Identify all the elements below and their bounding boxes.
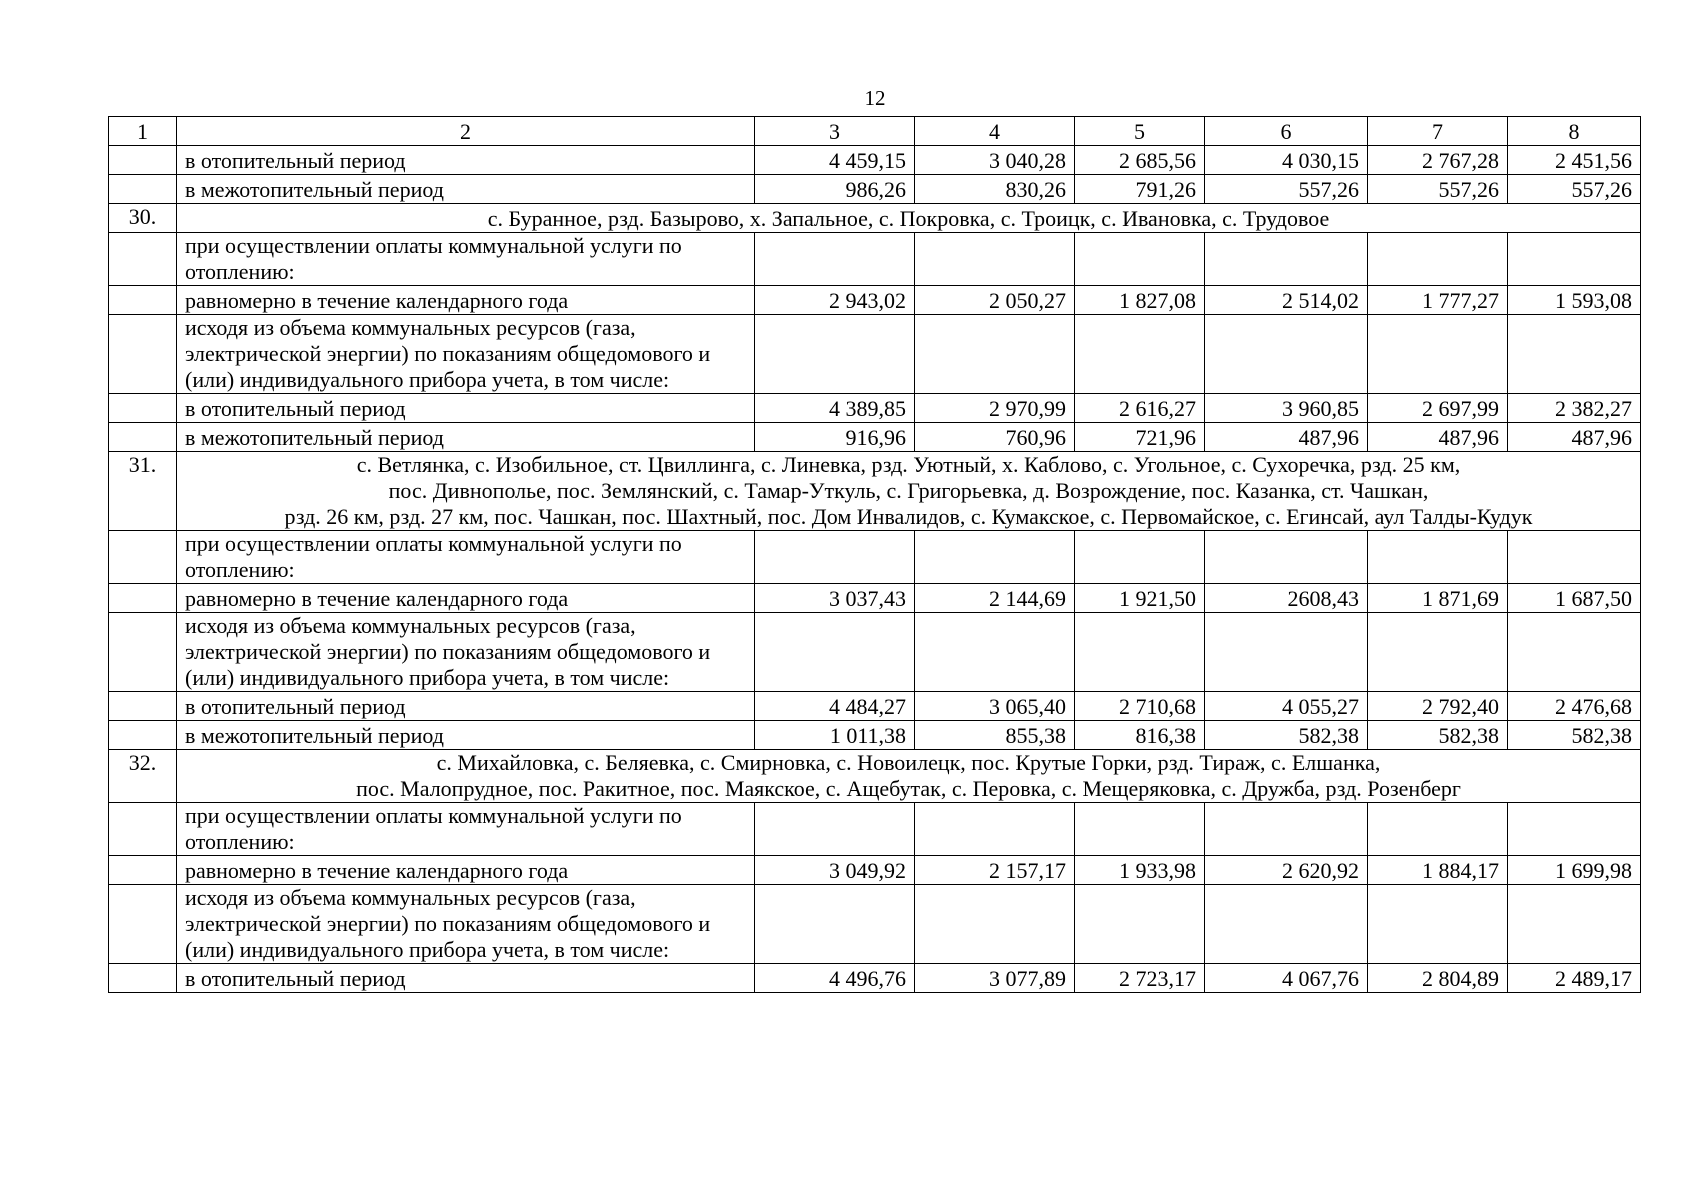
value-cell [1205, 315, 1368, 394]
value-cell [755, 233, 915, 286]
settlement-list-cell [177, 204, 1641, 233]
tariff-row [109, 175, 1641, 204]
tariff-row [109, 964, 1641, 993]
row-index-cell: 30. [109, 204, 177, 233]
description-cell: исходя из объема коммунальных ресурсов (газа, электрической энергии) по показаниям общедомового и (или) индивидуального прибора учета, в том числе: [177, 315, 755, 394]
settlement-list-cell [177, 750, 1641, 803]
value-cell: 1 593,08 [1508, 286, 1641, 315]
value-cell: 3 065,40 [915, 692, 1075, 721]
value-cell: 3 960,85 [1205, 394, 1368, 423]
value-cell: 2 476,68 [1508, 692, 1641, 721]
header-cell: 7 [1368, 117, 1508, 146]
value-cell: 791,26 [1075, 175, 1205, 204]
description-row [109, 531, 1641, 584]
value-cell: 3 077,89 [915, 964, 1075, 993]
value-cell: 487,96 [1368, 423, 1508, 452]
value-cell [1075, 885, 1205, 964]
description-cell: при осуществлении оплаты коммунальной услуги по отоплению: [177, 233, 755, 286]
description-row [109, 613, 1641, 692]
value-cell: 487,96 [1508, 423, 1641, 452]
value-cell: 4 067,76 [1205, 964, 1368, 993]
value-cell: 4 484,27 [755, 692, 915, 721]
value-cell: 582,38 [1205, 721, 1368, 750]
description-cell: в отопительный период [177, 964, 755, 993]
value-cell [1075, 315, 1205, 394]
description-cell: в межотопительный период [177, 175, 755, 204]
row-index-cell: 31. [109, 452, 177, 531]
value-cell: 2 710,68 [1075, 692, 1205, 721]
description-cell: равномерно в течение календарного года [177, 286, 755, 315]
value-cell: 721,96 [1075, 423, 1205, 452]
value-cell: 4 055,27 [1205, 692, 1368, 721]
value-cell: 4 496,76 [755, 964, 915, 993]
value-cell: 4 389,85 [755, 394, 915, 423]
value-cell [1075, 233, 1205, 286]
value-cell: 2 970,99 [915, 394, 1075, 423]
value-cell: 986,26 [755, 175, 915, 204]
value-cell: 3 040,28 [915, 146, 1075, 175]
tariff-row [109, 856, 1641, 885]
row-index-cell [109, 233, 177, 286]
value-cell: 4 030,15 [1205, 146, 1368, 175]
page-number: 12 [864, 86, 886, 110]
description-row [109, 885, 1641, 964]
tariff-row [109, 692, 1641, 721]
value-cell [1368, 613, 1508, 692]
row-index-cell [109, 964, 177, 993]
value-cell: 1 827,08 [1075, 286, 1205, 315]
description-cell: равномерно в течение календарного года [177, 856, 755, 885]
value-cell [1205, 233, 1368, 286]
row-index-cell [109, 721, 177, 750]
value-cell: 2608,43 [1205, 584, 1368, 613]
value-cell: 760,96 [915, 423, 1075, 452]
value-cell [1205, 613, 1368, 692]
description-cell: в межотопительный период [177, 423, 755, 452]
row-index-cell [109, 803, 177, 856]
header-cell: 3 [755, 117, 915, 146]
value-cell [915, 885, 1075, 964]
row-index-cell [109, 885, 177, 964]
value-cell [1075, 613, 1205, 692]
value-cell [1368, 803, 1508, 856]
settlement-list-cell [177, 452, 1641, 531]
value-cell [1368, 315, 1508, 394]
value-cell: 2 792,40 [1368, 692, 1508, 721]
value-cell: 3 049,92 [755, 856, 915, 885]
value-cell [1205, 885, 1368, 964]
value-cell [915, 233, 1075, 286]
tariff-row [109, 146, 1641, 175]
value-cell [755, 613, 915, 692]
row-index-cell [109, 394, 177, 423]
description-row [109, 803, 1641, 856]
settlement-line: рзд. 26 км, рзд. 27 км, пос. Чашкан, пос. Шахтный, пос. Дом Инвалидов, с. Кумакское, с. Первомайское, с. Егинсай, аул Талды-Кудук [284, 504, 1533, 529]
value-cell [1368, 885, 1508, 964]
header-row [109, 117, 1641, 146]
tariff-row [109, 286, 1641, 315]
row-index-cell [109, 531, 177, 584]
value-cell [1205, 803, 1368, 856]
value-cell: 2 943,02 [755, 286, 915, 315]
value-cell [1075, 803, 1205, 856]
settlement-line: с. Буранное, рзд. Базырово, х. Запальное, с. Покровка, с. Троицк, с. Ивановка, с. Трудовое [487, 206, 1330, 231]
value-cell: 2 451,56 [1508, 146, 1641, 175]
tariff-row [109, 394, 1641, 423]
value-cell [915, 613, 1075, 692]
settlement-row [109, 750, 1641, 803]
row-index-cell [109, 175, 177, 204]
value-cell: 816,38 [1075, 721, 1205, 750]
value-cell [1508, 315, 1641, 394]
value-cell: 1 687,50 [1508, 584, 1641, 613]
value-cell: 557,26 [1508, 175, 1641, 204]
value-cell: 855,38 [915, 721, 1075, 750]
row-index-cell [109, 423, 177, 452]
value-cell: 582,38 [1508, 721, 1641, 750]
value-cell [755, 803, 915, 856]
tariff-table-body [109, 117, 1641, 993]
header-cell: 6 [1205, 117, 1368, 146]
value-cell [1368, 531, 1508, 584]
value-cell [755, 315, 915, 394]
description-cell: при осуществлении оплаты коммунальной услуги по отоплению: [177, 803, 755, 856]
value-cell: 582,38 [1368, 721, 1508, 750]
value-cell: 2 050,27 [915, 286, 1075, 315]
value-cell: 1 777,27 [1368, 286, 1508, 315]
description-cell: в отопительный период [177, 692, 755, 721]
value-cell: 1 699,98 [1508, 856, 1641, 885]
value-cell: 1 921,50 [1075, 584, 1205, 613]
value-cell [1508, 885, 1641, 964]
value-cell: 557,26 [1368, 175, 1508, 204]
row-index-cell: 32. [109, 750, 177, 803]
tariff-table [108, 116, 1641, 993]
description-row [109, 315, 1641, 394]
description-cell: при осуществлении оплаты коммунальной услуги по отоплению: [177, 531, 755, 584]
value-cell: 2 767,28 [1368, 146, 1508, 175]
value-cell: 557,26 [1205, 175, 1368, 204]
value-cell [1508, 233, 1641, 286]
value-cell [1508, 531, 1641, 584]
value-cell: 3 037,43 [755, 584, 915, 613]
value-cell [755, 885, 915, 964]
value-cell: 1 871,69 [1368, 584, 1508, 613]
header-cell: 8 [1508, 117, 1641, 146]
header-cell: 2 [177, 117, 755, 146]
value-cell: 1 933,98 [1075, 856, 1205, 885]
value-cell: 2 144,69 [915, 584, 1075, 613]
value-cell [1368, 233, 1508, 286]
value-cell [755, 531, 915, 584]
tariff-row [109, 584, 1641, 613]
row-index-cell [109, 146, 177, 175]
value-cell: 2 723,17 [1075, 964, 1205, 993]
settlement-row [109, 452, 1641, 531]
value-cell [1205, 531, 1368, 584]
value-cell: 2 697,99 [1368, 394, 1508, 423]
value-cell: 2 514,02 [1205, 286, 1368, 315]
row-index-cell [109, 286, 177, 315]
settlement-line: пос. Дивнополье, пос. Землянский, с. Тамар-Уткуль, с. Григорьевка, д. Возрождение, пос. Казанка, ст. Чашкан, [388, 478, 1429, 503]
value-cell: 4 459,15 [755, 146, 915, 175]
value-cell: 2 489,17 [1508, 964, 1641, 993]
value-cell [915, 315, 1075, 394]
settlement-row [109, 204, 1641, 233]
description-cell: равномерно в течение календарного года [177, 584, 755, 613]
description-cell: исходя из объема коммунальных ресурсов (газа, электрической энергии) по показаниям общедомового и (или) индивидуального прибора учета, в том числе: [177, 613, 755, 692]
header-cell: 5 [1075, 117, 1205, 146]
description-cell: в отопительный период [177, 146, 755, 175]
value-cell: 2 616,27 [1075, 394, 1205, 423]
tariff-row [109, 721, 1641, 750]
row-index-cell [109, 315, 177, 394]
settlement-line: с. Ветлянка, с. Изобильное, ст. Цвиллинга, с. Линевка, рзд. Уютный, х. Каблово, с. Угольное, с. Сухоречка, рзд. 25 км, [356, 452, 1461, 477]
row-index-cell [109, 584, 177, 613]
description-cell: в отопительный период [177, 394, 755, 423]
value-cell: 1 884,17 [1368, 856, 1508, 885]
value-cell: 2 685,56 [1075, 146, 1205, 175]
row-index-cell [109, 692, 177, 721]
description-cell: в межотопительный период [177, 721, 755, 750]
value-cell: 2 804,89 [1368, 964, 1508, 993]
value-cell: 916,96 [755, 423, 915, 452]
description-row [109, 233, 1641, 286]
value-cell: 1 011,38 [755, 721, 915, 750]
value-cell [1075, 531, 1205, 584]
header-cell: 4 [915, 117, 1075, 146]
description-cell: исходя из объема коммунальных ресурсов (газа, электрической энергии) по показаниям общедомового и (или) индивидуального прибора учета, в том числе: [177, 885, 755, 964]
header-cell: 1 [109, 117, 177, 146]
value-cell: 2 157,17 [915, 856, 1075, 885]
value-cell [915, 803, 1075, 856]
value-cell [1508, 803, 1641, 856]
value-cell [1508, 613, 1641, 692]
row-index-cell [109, 613, 177, 692]
value-cell: 830,26 [915, 175, 1075, 204]
value-cell [915, 531, 1075, 584]
value-cell: 2 620,92 [1205, 856, 1368, 885]
settlement-line: пос. Малопрудное, пос. Ракитное, пос. Маякское, с. Ащебутак, с. Перовка, с. Мещеряковка, с. Дружба, рзд. Розенберг [356, 776, 1461, 801]
row-index-cell [109, 856, 177, 885]
tariff-row [109, 423, 1641, 452]
value-cell: 2 382,27 [1508, 394, 1641, 423]
settlement-line: с. Михайловка, с. Беляевка, с. Смирновка, с. Новоилецк, пос. Крутые Горки, рзд. Тираж, с. Елшанка, [436, 750, 1381, 775]
value-cell: 487,96 [1205, 423, 1368, 452]
